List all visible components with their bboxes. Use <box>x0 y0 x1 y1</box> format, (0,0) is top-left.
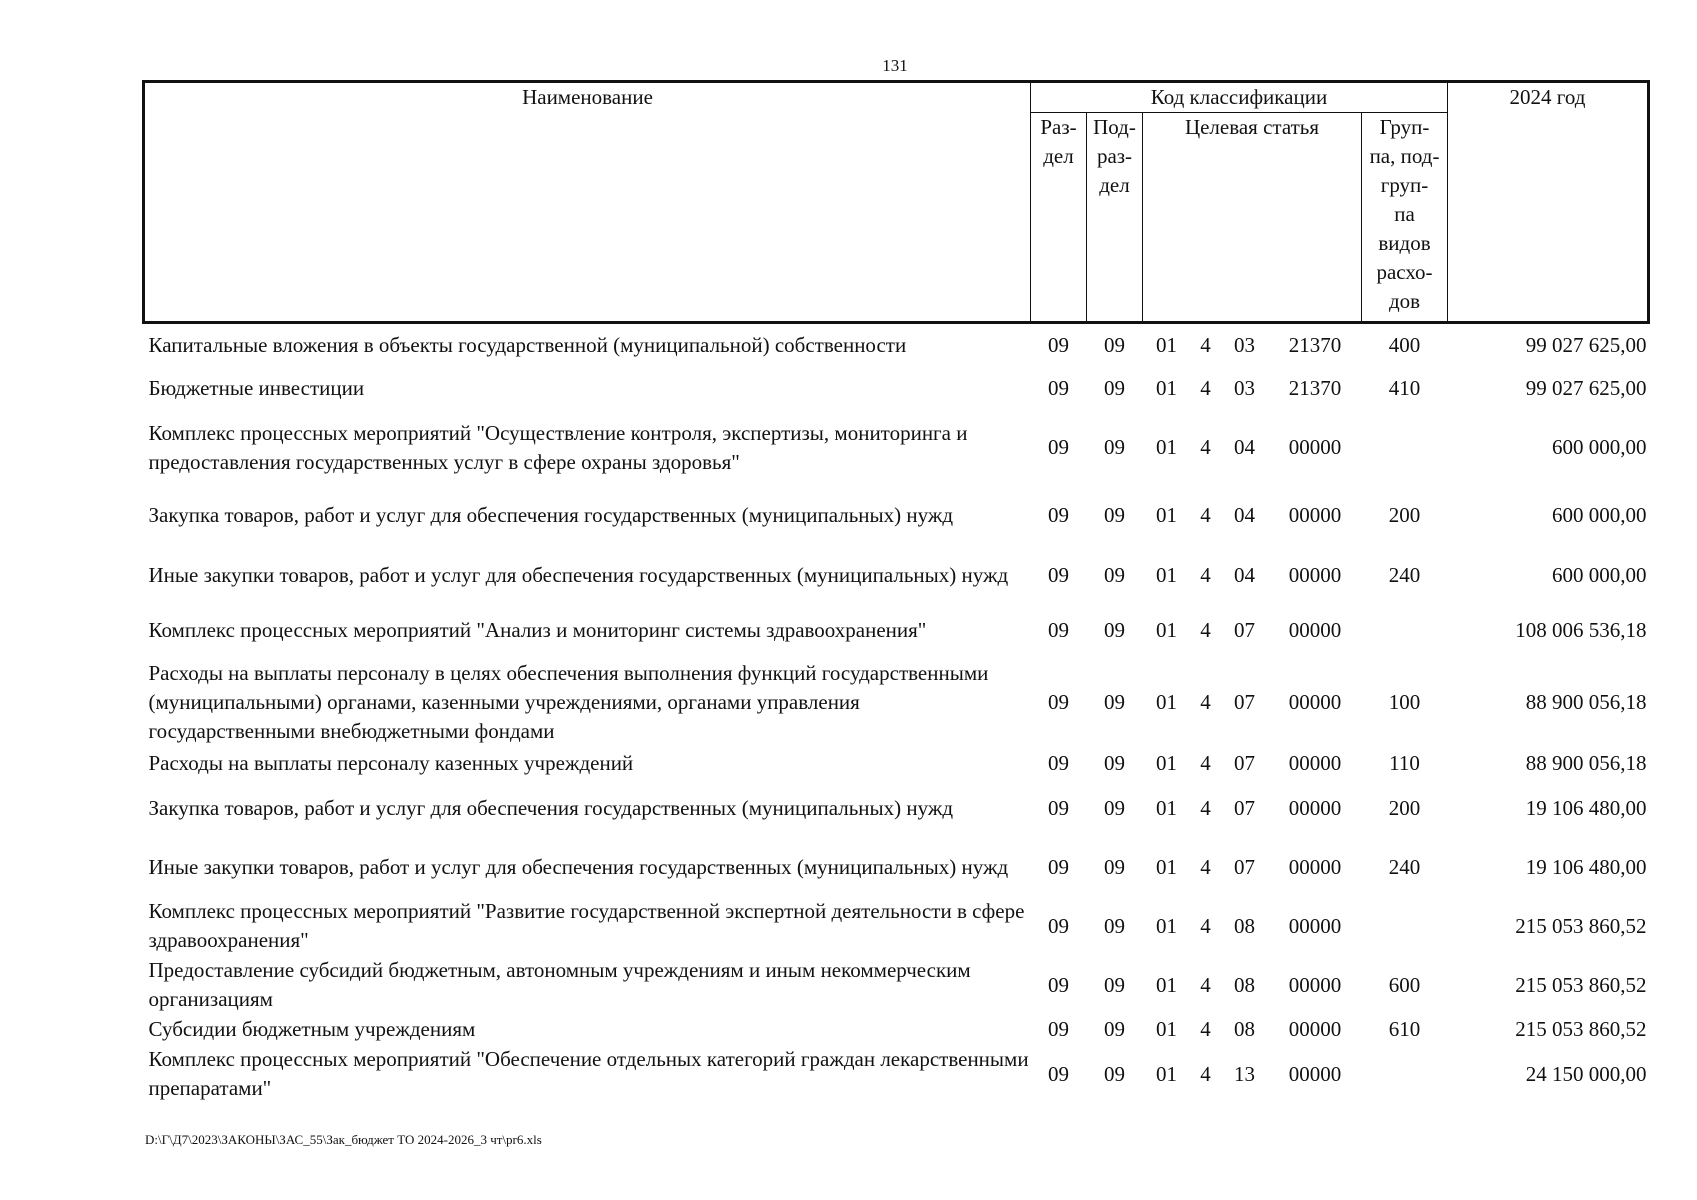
row-target-program: 01 <box>1156 751 1177 775</box>
table-row <box>144 838 1649 897</box>
header-name: Наименование <box>144 82 1031 323</box>
row-target-activity: 13 <box>1234 1061 1255 1086</box>
row-target-subprogram: 4 <box>1200 503 1211 527</box>
row-name: Предоставление субсидий бюджетным, автономным учреждениям и иным некоммерческим организациям <box>148 958 971 1011</box>
row-section: 09 <box>1048 376 1069 400</box>
row-expense-type: 100 <box>1388 690 1421 714</box>
row-target-subprogram: 4 <box>1200 563 1211 587</box>
table-row <box>144 411 1649 485</box>
row-subsection: 09 <box>1104 1061 1125 1086</box>
row-subsection: 09 <box>1104 332 1125 357</box>
row-target-direction: 00000 <box>1288 1061 1342 1086</box>
row-section: 09 <box>1048 972 1069 997</box>
row-section: 09 <box>1048 503 1069 527</box>
row-target-program: 01 <box>1156 618 1177 642</box>
row-target-subprogram: 4 <box>1200 618 1211 642</box>
row-target-activity: 08 <box>1234 913 1255 938</box>
row-name: Капитальные вложения в объекты государственной (муниципальной) собственности <box>148 332 907 357</box>
row-target-direction: 00000 <box>1288 690 1342 714</box>
table-row <box>144 779 1649 838</box>
row-target-subprogram: 4 <box>1200 1017 1211 1041</box>
row-target-activity: 07 <box>1234 618 1255 642</box>
row-name: Расходы на выплаты персоналу казенных учреждений <box>148 751 634 775</box>
row-expense-type <box>1362 411 1448 485</box>
row-name: Иные закупки товаров, работ и услуг для обеспечения государственных (муниципальных) нужд <box>148 854 1009 879</box>
row-target-direction: 00000 <box>1288 1017 1342 1041</box>
row-expense-type: 200 <box>1388 795 1421 820</box>
row-target-subprogram: 4 <box>1200 690 1211 714</box>
row-amount: 19 106 480,00 <box>1525 854 1647 879</box>
header-subsection: Под- раз- дел <box>1087 113 1143 323</box>
row-target-direction: 00000 <box>1288 503 1342 527</box>
row-expense-type: 110 <box>1389 751 1420 775</box>
row-subsection: 09 <box>1104 972 1125 997</box>
row-target-program: 01 <box>1156 435 1177 459</box>
row-name: Закупка товаров, работ и услуг для обеспечения государственных (муниципальных) нужд <box>148 795 954 820</box>
table-row <box>144 485 1649 547</box>
table-row <box>144 1015 1649 1045</box>
row-section: 09 <box>1048 332 1069 357</box>
row-name: Комплекс процессных мероприятий "Осуществление контроля, экспертизы, мониторинга и предоставления государственных услуг в сфере охраны здоровья" <box>148 420 968 474</box>
row-target-subprogram: 4 <box>1200 435 1211 459</box>
row-target-subprogram: 4 <box>1200 795 1211 820</box>
row-amount: 88 900 056,18 <box>1525 690 1647 714</box>
table-header <box>144 82 1649 323</box>
row-target-activity: 03 <box>1234 376 1255 400</box>
row-target-subprogram: 4 <box>1200 1061 1211 1086</box>
row-name: Комплекс процессных мероприятий "Обеспечение отдельных категорий граждан лекарственными препаратами" <box>148 1047 1029 1100</box>
row-amount: 19 106 480,00 <box>1525 795 1647 820</box>
row-target-direction: 00000 <box>1288 972 1342 997</box>
row-target-direction: 21370 <box>1288 376 1342 400</box>
file-path-footer: D:\Г\Д7\2023\ЗАКОНЫ\ЗАС_55\Зак_бюджет ТО 2024-2026_3 чт\pr6.xls <box>145 1132 542 1147</box>
row-expense-type <box>1362 1045 1448 1104</box>
row-subsection: 09 <box>1104 913 1125 938</box>
row-target-activity: 04 <box>1234 435 1255 459</box>
row-amount: 88 900 056,18 <box>1525 751 1647 775</box>
row-subsection: 09 <box>1104 503 1125 527</box>
budget-table <box>142 80 1650 1104</box>
row-subsection: 09 <box>1104 854 1125 879</box>
table-row <box>144 657 1649 749</box>
row-section: 09 <box>1048 1017 1069 1041</box>
table-row <box>144 897 1649 956</box>
row-section: 09 <box>1048 1061 1069 1086</box>
row-subsection: 09 <box>1104 1017 1125 1041</box>
row-name: Субсидии бюджетным учреждениям <box>148 1017 476 1041</box>
row-section: 09 <box>1048 751 1069 775</box>
row-section: 09 <box>1048 854 1069 879</box>
row-target-subprogram: 4 <box>1200 913 1211 938</box>
header-expense-group: Груп- па, под- груп- па видов расхо- дов <box>1362 113 1448 323</box>
row-target-direction: 00000 <box>1288 618 1342 642</box>
table-row <box>144 323 1649 367</box>
row-expense-type <box>1362 605 1448 657</box>
row-target-program: 01 <box>1156 913 1177 938</box>
table-row <box>144 547 1649 605</box>
row-subsection: 09 <box>1104 751 1125 775</box>
row-subsection: 09 <box>1104 690 1125 714</box>
row-subsection: 09 <box>1104 435 1125 459</box>
table-row <box>144 956 1649 1015</box>
row-target-program: 01 <box>1156 563 1177 587</box>
table-row <box>144 367 1649 411</box>
row-subsection: 09 <box>1104 618 1125 642</box>
row-amount: 215 053 860,52 <box>1515 972 1647 997</box>
row-target-activity: 04 <box>1234 503 1255 527</box>
row-amount: 215 053 860,52 <box>1515 1017 1647 1041</box>
row-amount: 600 000,00 <box>1552 563 1647 587</box>
table-body <box>144 323 1649 1104</box>
row-section: 09 <box>1048 618 1069 642</box>
row-amount: 99 027 625,00 <box>1525 376 1647 400</box>
row-section: 09 <box>1048 795 1069 820</box>
row-target-direction: 00000 <box>1288 751 1342 775</box>
row-expense-type: 200 <box>1388 503 1421 527</box>
row-target-subprogram: 4 <box>1200 854 1211 879</box>
row-section: 09 <box>1048 435 1069 459</box>
row-expense-type: 610 <box>1388 1017 1421 1041</box>
row-target-activity: 07 <box>1234 795 1255 820</box>
row-target-activity: 07 <box>1234 854 1255 879</box>
header-section: Раз- дел <box>1031 113 1087 323</box>
table-row <box>144 605 1649 657</box>
row-amount: 99 027 625,00 <box>1525 332 1647 357</box>
header-year: 2024 год <box>1448 82 1649 323</box>
row-target-activity: 07 <box>1234 690 1255 714</box>
row-subsection: 09 <box>1104 563 1125 587</box>
row-target-activity: 03 <box>1234 332 1255 357</box>
page-number: 131 <box>882 56 908 75</box>
row-amount: 24 150 000,00 <box>1525 1061 1647 1086</box>
row-name: Комплекс процессных мероприятий "Анализ и мониторинг системы здравоохранения" <box>148 618 927 642</box>
row-expense-type: 410 <box>1388 376 1421 400</box>
row-target-activity: 07 <box>1234 751 1255 775</box>
table-row <box>144 749 1649 779</box>
row-expense-type: 600 <box>1388 972 1421 997</box>
row-target-direction: 00000 <box>1288 435 1342 459</box>
row-target-direction: 00000 <box>1288 563 1342 587</box>
row-subsection: 09 <box>1104 795 1125 820</box>
header-target-article: Целевая статья <box>1143 113 1362 323</box>
row-name: Закупка товаров, работ и услуг для обеспечения государственных (муниципальных) нужд <box>148 503 954 527</box>
row-amount: 215 053 860,52 <box>1515 913 1647 938</box>
row-target-direction: 00000 <box>1288 854 1342 879</box>
table-row <box>144 1045 1649 1104</box>
row-target-activity: 08 <box>1234 972 1255 997</box>
row-expense-type: 240 <box>1388 563 1421 587</box>
row-target-program: 01 <box>1156 795 1177 820</box>
row-target-program: 01 <box>1156 972 1177 997</box>
row-section: 09 <box>1048 563 1069 587</box>
row-target-program: 01 <box>1156 376 1177 400</box>
row-name: Расходы на выплаты персоналу в целях обеспечения выполнения функций государственными (муниципальными) органами, казенными учреждениями, органами управления государственными внебюджетными фондами <box>148 661 989 743</box>
row-expense-type: 400 <box>1388 332 1421 357</box>
row-expense-type: 240 <box>1388 854 1421 879</box>
row-target-program: 01 <box>1156 690 1177 714</box>
row-target-program: 01 <box>1156 1061 1177 1086</box>
row-expense-type <box>1362 897 1448 956</box>
row-name: Комплекс процессных мероприятий "Развитие государственной экспертной деятельности в сфере здравоохранения" <box>148 899 1025 952</box>
row-section: 09 <box>1048 690 1069 714</box>
row-target-activity: 04 <box>1234 563 1255 587</box>
row-target-program: 01 <box>1156 503 1177 527</box>
row-amount: 600 000,00 <box>1552 435 1647 459</box>
row-target-direction: 00000 <box>1288 913 1342 938</box>
row-target-program: 01 <box>1156 1017 1177 1041</box>
row-target-direction: 00000 <box>1288 795 1342 820</box>
row-target-activity: 08 <box>1234 1017 1255 1041</box>
row-target-program: 01 <box>1156 854 1177 879</box>
row-name: Бюджетные инвестиции <box>148 376 365 400</box>
row-target-subprogram: 4 <box>1200 972 1211 997</box>
row-subsection: 09 <box>1104 376 1125 400</box>
row-target-subprogram: 4 <box>1200 332 1211 357</box>
row-name: Иные закупки товаров, работ и услуг для обеспечения государственных (муниципальных) нужд <box>148 563 1009 587</box>
row-amount: 600 000,00 <box>1552 503 1647 527</box>
row-target-direction: 21370 <box>1288 332 1342 357</box>
row-target-subprogram: 4 <box>1200 751 1211 775</box>
row-target-program: 01 <box>1156 332 1177 357</box>
row-section: 09 <box>1048 913 1069 938</box>
row-amount: 108 006 536,18 <box>1515 618 1647 642</box>
header-code-classification: Код классификации <box>1031 82 1448 113</box>
row-target-subprogram: 4 <box>1200 376 1211 400</box>
